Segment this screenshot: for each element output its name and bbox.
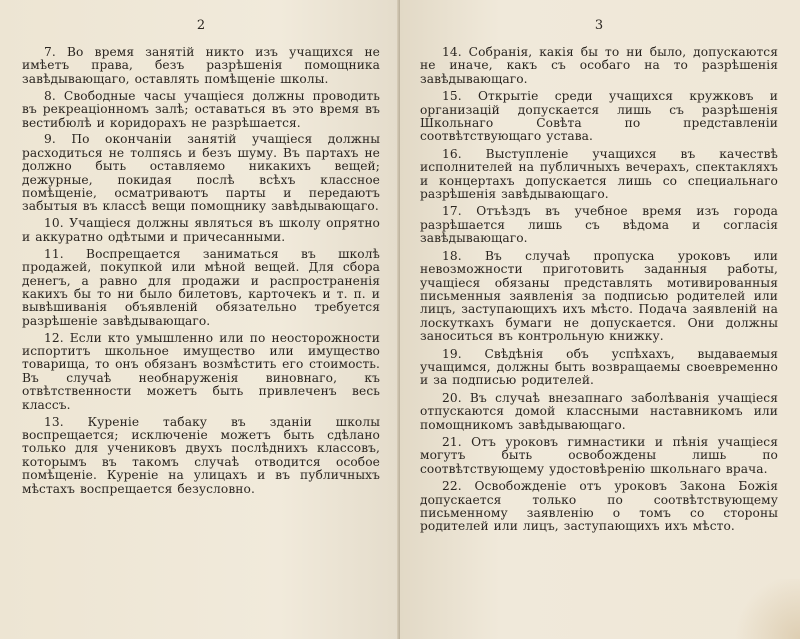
rule-paragraph: 8. Свободные часы учащіеся должны проводить въ рекреаціонномъ залѣ; оставаться въ это время въ вестибюлѣ и коридорахъ не разрѣшается. — [22, 88, 380, 130]
rule-paragraph: 15. Открытіе среди учащихся кружковъ и организацій допускается лишь съ разрѣшенія Школьнаго Совѣта по представленіи соотвѣтствующаго устава. — [420, 89, 778, 144]
page-number: 2 — [196, 18, 206, 33]
rule-paragraph: 7. Во время занятій никто изъ учащихся не имѣетъ права, безъ разрѣшенія помощника завѣдывающаго, оставлять помѣщеніе школы. — [22, 45, 380, 86]
rule-paragraph: 22. Освобожденіе отъ уроковъ Закона Божія допускается только по соотвѣтствующему письменному заявленію о томъ со стороны родителей или лицъ, заступающихъ ихъ мѣсто. — [420, 479, 778, 534]
rule-paragraph: 10. Учащіеся должны являться въ школу опрятно и аккуратно одѣтыми и причесанными. — [22, 216, 380, 244]
rule-paragraph: 20. Въ случаѣ внезапнаго заболѣванія учащіеся отпускаются домой классными наставникомъ или помощникомъ завѣдывающаго. — [420, 390, 778, 432]
rule-paragraph: 14. Собранія, какія бы то ни было, допускаются не иначе, какъ съ особаго на то разрѣшенія завѣдывающаго. — [420, 45, 778, 86]
rule-paragraph: 18. Въ случаѣ пропуска уроковъ или невозможности приготовить заданныя работы, учащіеся обязаны представлять мотивированныя письменныя заявленія за подписью родителей или лицъ, заступающихъ ихъ мѣсто. Подача заявленій на лоскуткахъ бумаги не допускается. Они должны заноситься въ контрольную книжку. — [420, 248, 778, 344]
rule-paragraph: 13. Куреніе табаку въ зданіи школы воспрещается; исключеніе можетъ быть сдѣлано только для учениковъ двухъ послѣднихъ классовъ, которымъ въ такомъ случаѣ отводится особое помѣщеніе. Куреніе на улицахъ и въ публичныхъ мѣстахъ воспрещается безусловно. — [22, 414, 380, 496]
page-number: 3 — [594, 18, 604, 33]
rule-paragraph: 11. Воспрещается заниматься въ школѣ продажей, покупкой или мѣной вещей. Для сбора денегъ, а равно для продажи и распространенія какихъ бы то ни было билетовъ, карточекъ и т. п. и вывѣшиванія объявленій обязательно требуется разрѣшеніе завѣдывающаго. — [22, 246, 380, 328]
rule-paragraph: 19. Свѣдѣнія объ успѣхахъ, выдаваемыя учащимся, должны быть возвращаемы своевременно и за подписью родителей. — [420, 346, 778, 388]
right-page — [400, 0, 800, 639]
rule-paragraph: 16. Выступленіе учащихся въ качествѣ исполнителей на публичныхъ вечерахъ, спектакляхъ и концертахъ допускается лишь со специальнаго разрѣшенія завѣдывающаго. — [420, 146, 778, 202]
rule-paragraph: 12. Если кто умышленно или по неосторожности испортитъ школьное имущество или имущество товарища, то онъ обязанъ возмѣстить его стоимость. Въ случаѣ необнаруженія виновнаго, къ отвѣтственности можетъ быть привлеченъ весь классъ. — [22, 330, 380, 412]
rule-paragraph: 21. Отъ уроковъ гимнастики и пѣнія учащіеся могутъ быть освобождены лишь по соотвѣтствующему удостовѣренію школьнаго врача. — [420, 434, 778, 476]
rule-paragraph: 17. Отъѣздъ въ учебное время изъ города разрѣшается лишь съ вѣдома и согласія завѣдывающаго. — [420, 204, 778, 246]
paper-stain — [730, 579, 800, 639]
rule-paragraph: 9. По окончаніи занятій учащіеся должны расходиться не толпясь и безъ шуму. Въ партахъ не должно быть оставляемо никакихъ вещей; дежурные, покидая послѣ всѣхъ классное помѣщеніе, осматриваютъ парты и передаютъ забытыя въ классѣ вещи помощнику завѣдывающаго. — [22, 132, 380, 214]
